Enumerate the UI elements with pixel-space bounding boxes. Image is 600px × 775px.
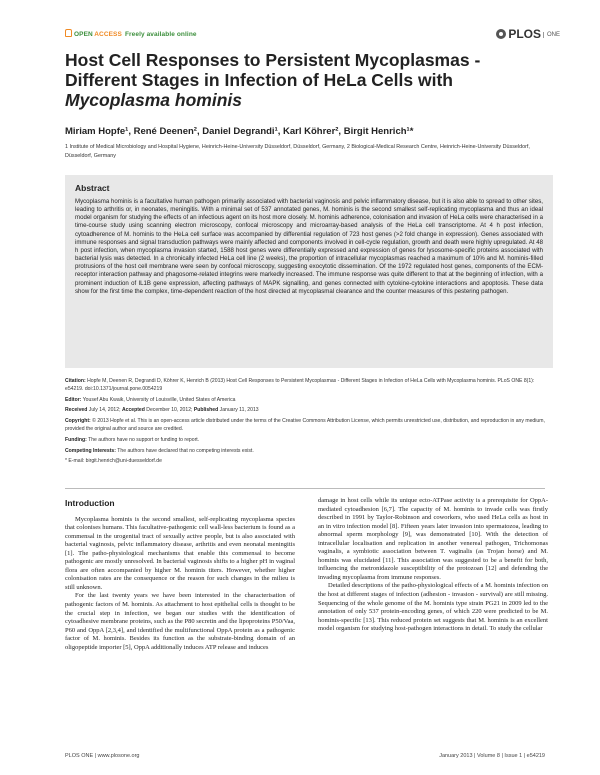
published-date: January 11, 2013 (219, 407, 259, 414)
footer-issue-info: January 2013 | Volume 8 | Issue 1 | e54219 (439, 753, 545, 759)
open-access-word: ACCESS (94, 31, 122, 38)
copyright-text: © 2013 Hopfe et al. This is an open-access article distributed under the terms of the Creative Commons Attribution License, which permits unrestricted use, distribution, and reproduction in any medium, provided the original author and source are credited. (65, 418, 545, 432)
abstract-box (65, 175, 553, 368)
article-metadata (65, 378, 545, 469)
editor-text: Yousef Abu Kwaik, University of Louisville, United States of America (82, 396, 236, 403)
competing-label: Competing Interests: (65, 447, 116, 454)
body-column-left (65, 497, 295, 652)
open-access-banner (65, 29, 197, 38)
copyright-label: Copyright: (65, 418, 91, 425)
body-paragraph: Mycoplasma hominis is the second smallest, self-replicating mycoplasma species that colonises humans. This facultative-pathogenic cell wall-less bacterium is found as a commensal in the urogenital tract of sexually active people, but is also associated with bacterial vaginosis, pelvic inflammatory disease, arthritis and even neonatal meningitis [1]. The patho-physiological mechanisms that enable this commensal to become pathogenic are mostly unresolved. In bacterial vaginosis shifts to a higher pH in vaginal flora are often accompanied by higher M. hominis titers. However, whether higher colonisation rates are the consequence or the reason for such changes in the milieu is still unknown. (65, 515, 295, 591)
citation (65, 378, 545, 394)
published-label: Published (193, 407, 219, 414)
title-species: Mycoplasma hominis (65, 90, 242, 110)
body-column-right (318, 497, 548, 634)
journal-logo-sub: ONE (543, 32, 560, 38)
plos-logo-icon (496, 29, 506, 39)
competing-interests (65, 448, 545, 456)
citation-text: Hopfe M, Deenen R, Degrandi D, Köhrer K, Henrich B (2013) Host Cell Responses to Persistent Mycoplasmas - Different Stages in Infection of HeLa Cells with Mycoplasma hominis. PLoS ONE 8(1): e54219. doi:10.1371/journal.pone.0054219 (65, 378, 535, 392)
funding-label: Funding: (65, 436, 87, 443)
citation-label: Citation: (65, 378, 86, 384)
received-label: Received (65, 407, 88, 414)
editor-label: Editor: (65, 396, 82, 403)
journal-header (65, 27, 560, 43)
received-date: July 14, 2012; (88, 407, 121, 414)
journal-logo-text: PLOS (508, 27, 541, 41)
affiliations: 1 Institute of Medical Microbiology and Hospital Hygiene, Heinrich-Heine-University Düsseldorf, Düsseldorf, Germany, 2 Biological-Medical Research Centre, Heinrich-Heine-University Düsseldorf, Düsseldorf, Germany (65, 144, 530, 159)
abstract-text: Mycoplasma hominis is a facultative human pathogen primarily associated with bacterial vaginosis and pelvic inflammatory disease, but it is also able to spread to other sites, leading to arthritis or, in neonates, meningitis. With a minimal set of 537 annotated genes, M. hominis is the second smallest self-replicating mycoplasma and thus an ideal model organism for studying the effects of an infectious agent on its host more closely. M. hominis adherence, colonisation and invasion of HeLa cells were characterised in a time-course study using scanning electron microscopy, confocal microscopy and microarray-based analysis of the HeLa cell transcriptome. At 4 h post infection, cytoadherence of M. hominis to the HeLa cell surface was accompanied by differential regulation of 723 host genes (>2 fold change in expression). Genes associated with immune responses and signal transduction pathways were mainly affected and components involved in cell-cycle regulation, growth and death were highly upregulated. At 48 h post infection, when mycoplasma invasion started, 1588 host genes were differentially expressed and expression of genes for lysosome-specific proteins associated with bacterial lysis was detected. In a chronically infected HeLa cell line (2 weeks), the proportion of intracellular mycoplasmas reached a maximum of 10% and M. hominis-filled protrusions of the host cell membrane were seen by confocal microscopy, suggesting exocytotic dissemination. Of the 1972 regulated host genes, components of the ECM-receptor interaction pathway and phagosome-related integrins were markedly increased. The immune response was quite different to that at the beginning of infection, with a prominent induction of IL1B gene expression, affecting pathways of MAPK signalling, and genes connected with cytokine-cytokine interactions and apoptosis. These data show for the first time the complex, time-dependent reaction of the host directed at mycoplasmal clearance and the counter measures of this pestering pathogen. (75, 198, 543, 295)
funding (65, 437, 545, 445)
corresponding-email: * E-mail: birgit.henrich@uni-duesseldorf.de (65, 458, 162, 465)
author-list: Miriam Hopfe¹, René Deenen², Daniel Degrandi¹, Karl Köhrer², Birgit Henrich¹* (65, 126, 414, 137)
abstract-heading: Abstract (75, 183, 110, 193)
body-paragraph: damage in host cells while its unique ecto-ATPase activity is a prerequisite for OppA-mediated cytoadhesion [6,7]. The capacity of M. hominis to invade cells was firstly described in 1991 by Taylor-Robinson and coworkers, who used HeLa cells as host in an in vitro infection model [8]. Fifteen years later invasion into spermatozoa, leading to abnormal sperm morphology [9], was demonstrated [10]. With the detection of intracellular localisation and replication in another venereal pathogen, Trichomonas vaginalis, a symbiotic association between T. vaginalis (as Trojan horse) and M. hominis was elucidated [11]. This association was suggested to be a benefit for both, influencing the metronidazole susceptibility of the protozoan [12] and defending the invading mycoplasma from immune responses. (318, 497, 548, 581)
body-paragraph: For the last twenty years we have been interested in the characterisation of pathogenic factors of M. hominis. As attachment to host epithelial cells is thought to be the crucial step in infection, we began our studies with the identification of cytoadhesive membrane proteins, such as the P80 secretin and the lipoproteins P50/Vaa, P60 and OppA [2,3,4], and identified the multifunctional OppA protein as a pathogenic factor of M. hominis. Besides its function as the substrate-binding domain of an oligopeptide importer [5], OppA additionally induces ATP release and induces (65, 592, 295, 651)
open-lock-icon (65, 29, 72, 37)
accepted-date: December 10, 2012; (146, 407, 193, 414)
accepted-label: Accepted (121, 407, 145, 414)
section-divider (65, 488, 545, 489)
competing-text: The authors have declared that no competing interests exist. (117, 447, 254, 454)
dates (65, 407, 545, 415)
body-paragraph: Detailed descriptions of the patho-physiological effects of a M. hominis infection on the host at different stages of infection (adhesion - invasion - survival) are still missing. Sequencing of the whole genome of the M. hominis type strain PG21 in 2009 led to the annotation of only 537 protein-encoding genes, of which 220 were predicted to be M. hominis-specific [13]. This reduced protein set suggests that M. hominis is an excellent model organism for studying host-pathogen interactions in detail. To study the cellular (318, 582, 548, 633)
footer-journal-link: PLOS ONE | www.plosone.org (65, 753, 140, 759)
introduction-heading: Introduction (65, 498, 115, 508)
editor (65, 397, 545, 405)
open-access-prefix: OPEN (74, 31, 93, 38)
journal-logo (496, 27, 560, 41)
funding-text: The authors have no support or funding to report. (88, 436, 200, 443)
title-main: Host Cell Responses to Persistent Mycoplasmas - Different Stages in Infection of HeLa Cells with (65, 50, 481, 90)
open-access-suffix: Freely available online (124, 31, 197, 38)
copyright (65, 418, 545, 434)
article-title (65, 50, 545, 110)
